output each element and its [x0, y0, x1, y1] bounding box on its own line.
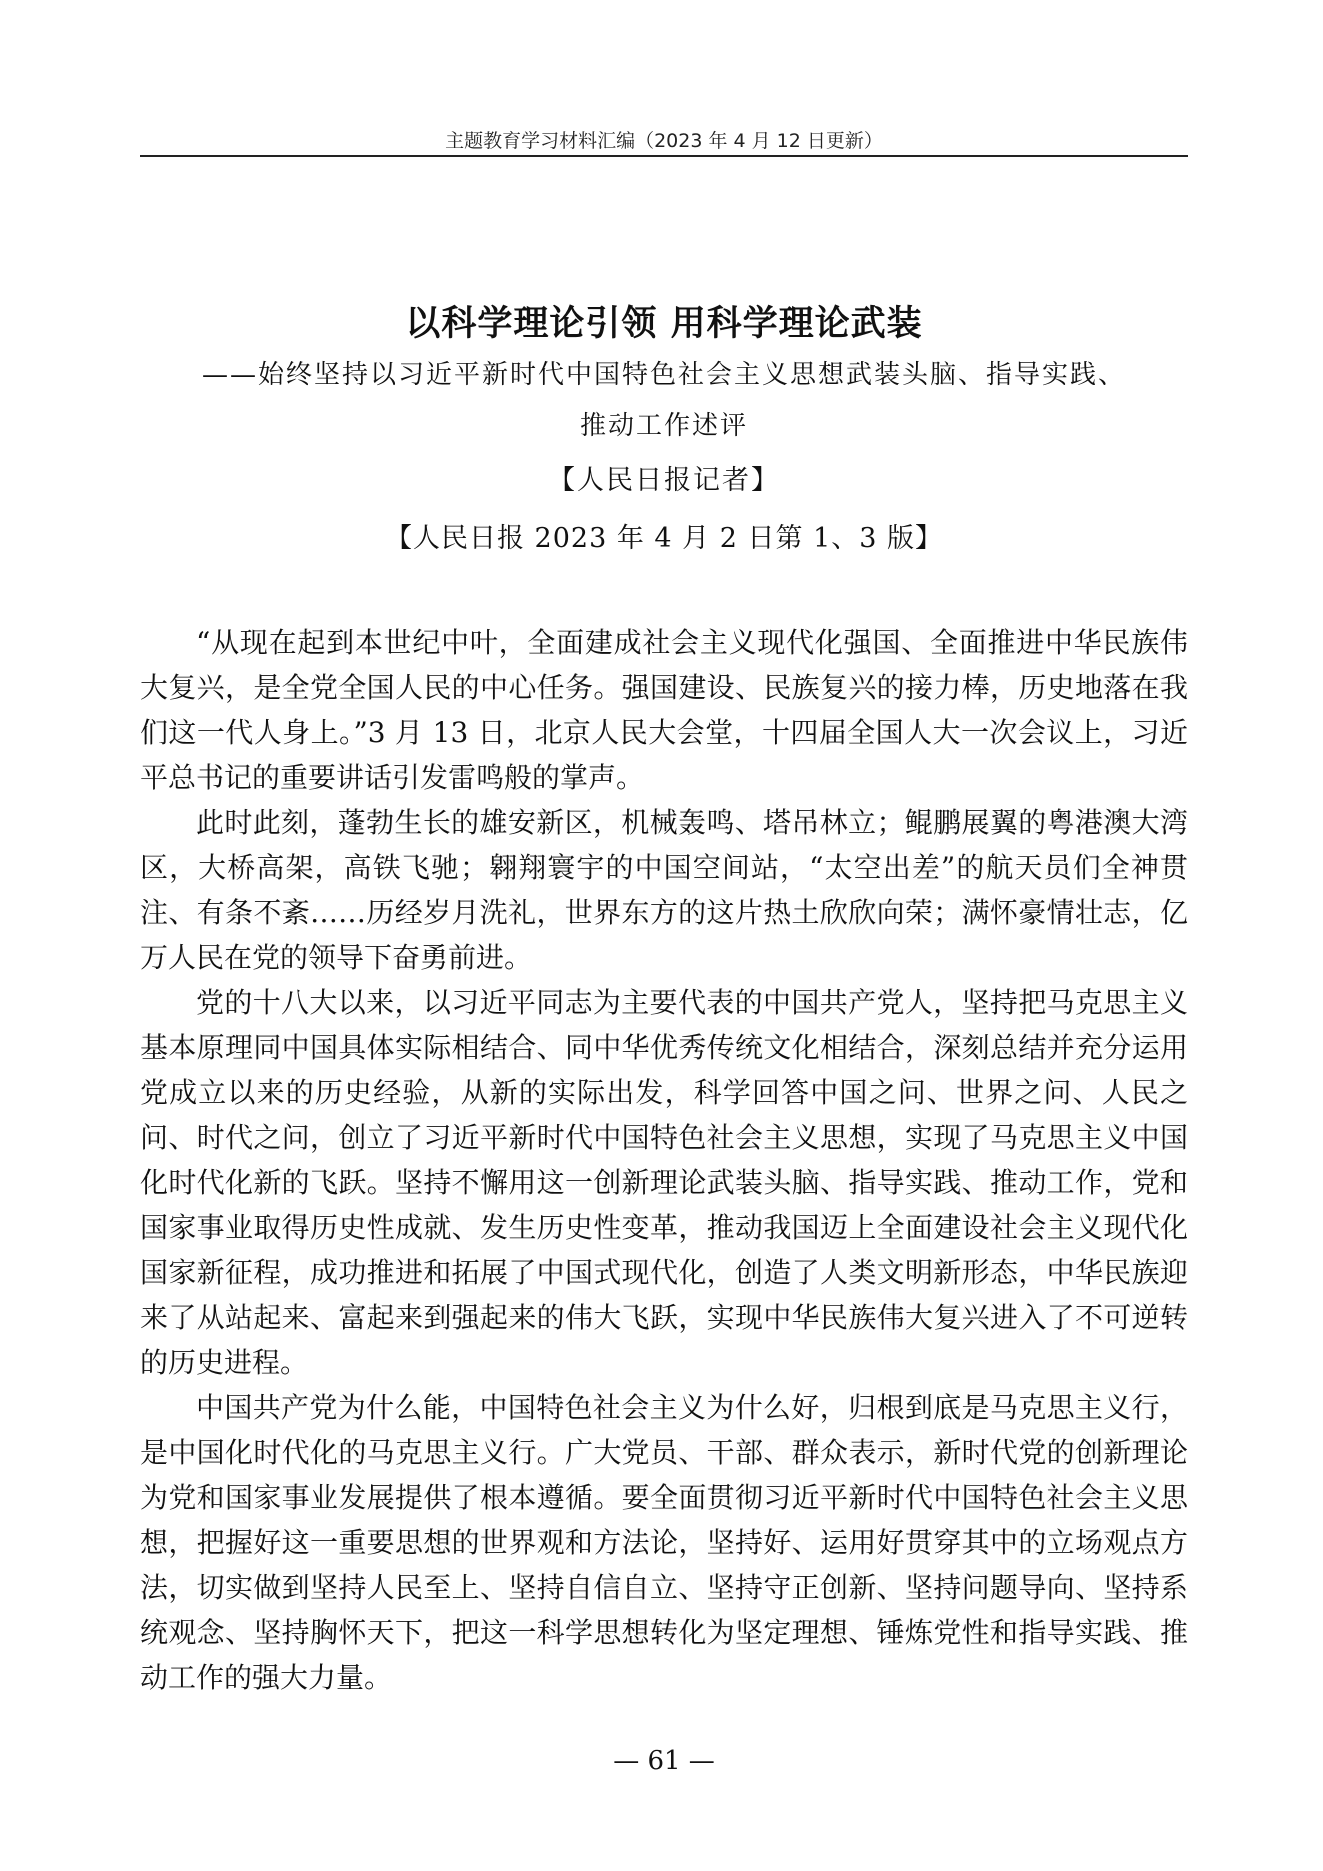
header-divider: [140, 155, 1188, 157]
body-paragraph-3: 党的十八大以来，以习近平同志为主要代表的中国共产党人，坚持把马克思主义基本原理同中国具体实际相结合、同中华优秀传统文化相结合，深刻总结并充分运用党成立以来的历史经验，从新的实际出发，科学回答中国之问、世界之问、人民之问、时代之问，创立了习近平新时代中国特色社会主义思想，实现了马克思主义中国化时代化新的飞跃。坚持不懈用这一创新理论武装头脑、指导实践、推动工作，党和国家事业取得历史性成就、发生历史性变革，推动我国迈上全面建设社会主义现代化国家新征程，成功推进和拓展了中国式现代化，创造了人类文明新形态，中华民族迎来了从站起来、富起来到强起来的伟大飞跃，实现中华民族伟大复兴进入了不可逆转的历史进程。: [140, 986, 1188, 1379]
article-byline: 【人民日报记者】: [548, 465, 780, 496]
article-subtitle-line-2: 推动工作述评: [579, 411, 748, 441]
article-title: 以科学理论引领 用科学理论武装: [405, 303, 923, 344]
article-body: [140, 620, 1188, 1700]
body-paragraph-4: 中国共产党为什么能，中国特色社会主义为什么好，归根到底是马克思主义行，是中国化时代化的马克思主义行。广大党员、干部、群众表示，新时代党的创新理论为党和国家事业发展提供了根本遵循。要全面贯彻习近平新时代中国特色社会主义思想，把握好这一重要思想的世界观和方法论，坚持好、运用好贯穿其中的立场观点方法，切实做到坚持人民至上、坚持自信自立、坚持守正创新、坚持问题导向、坚持系统观念、坚持胸怀天下，把这一科学思想转化为坚定理想、锤炼党性和指导实践、推动工作的强大力量。: [140, 1391, 1188, 1694]
page-number: — 61 —: [613, 1746, 715, 1776]
article-source: 【人民日报 2023 年 4 月 2 日第 1、3 版】: [384, 523, 944, 554]
body-paragraph-2: 此时此刻，蓬勃生长的雄安新区，机械轰鸣、塔吊林立；鲲鹏展翼的粤港澳大湾区，大桥高架，高铁飞驰；翱翔寰宇的中国空间站，“太空出差”的航天员们全神贯注、有条不紊……历经岁月洗礼，世界东方的这片热土欣欣向荣；满怀豪情壮志，亿万人民在党的领导下奋勇前进。: [140, 806, 1188, 974]
running-header: 主题教育学习材料汇编（2023 年 4 月 12 日更新）: [445, 130, 883, 152]
article-subtitle-line-1: ——始终坚持以习近平新时代中国特色社会主义思想武装头脑、指导实践、: [201, 360, 1126, 390]
article-heading: [140, 298, 1188, 568]
body-paragraph-1: “从现在起到本世纪中叶，全面建成社会主义现代化强国、全面推进中华民族伟大复兴，是全党全国人民的中心任务。强国建设、民族复兴的接力棒，历史地落在我们这一代人身上。”3 月 13 日，北京人民大会堂，十四届全国人大一次会议上，习近平总书记的重要讲话引发雷鸣般的掌声。: [140, 626, 1188, 794]
